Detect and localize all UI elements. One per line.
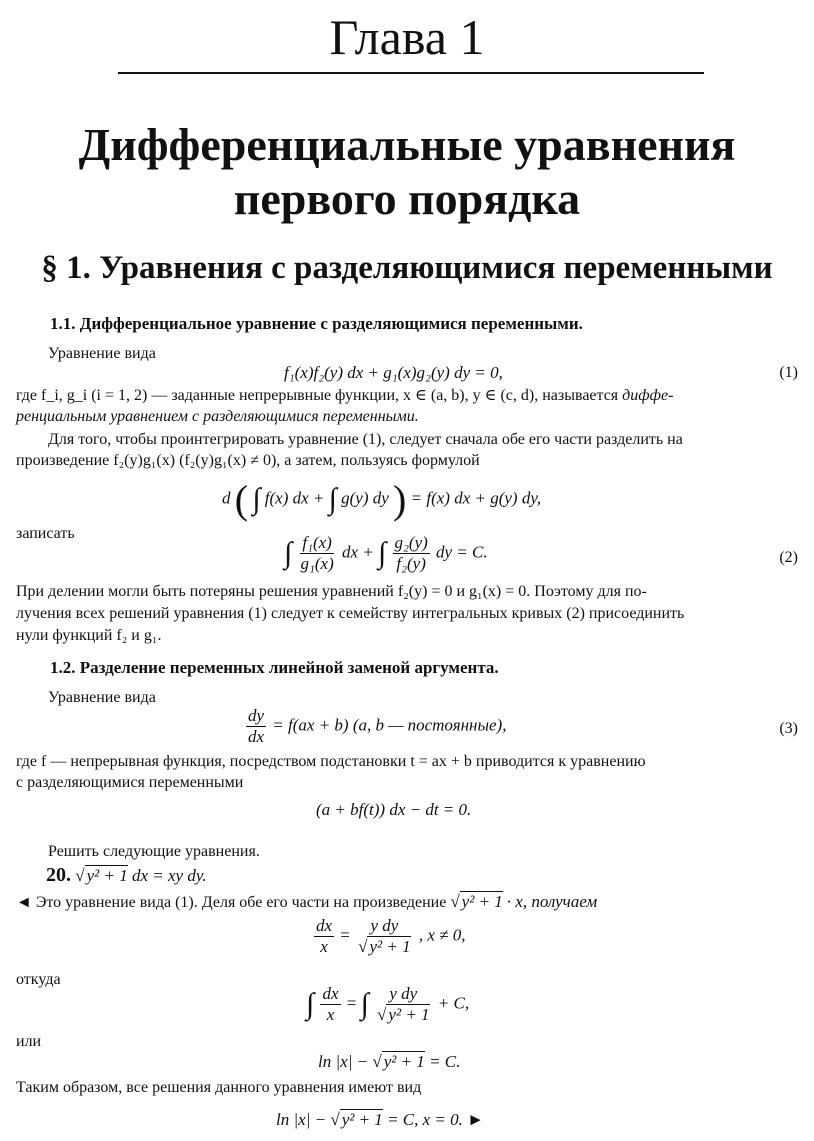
whence-label: откуда: [16, 971, 61, 988]
sqrt-icon: √: [450, 892, 460, 911]
chapter-title: Глава 1: [329, 9, 485, 65]
fraction-denominator: dx: [248, 727, 265, 746]
equation-4: (a + bf(t)) dx − dt = 0.: [316, 800, 472, 819]
paragraph-1-1-a-text: где f_i, g_i (i = 1, 2) — заданные непрерывные функции, x ∈ (a, b), y ∈ (c, d), называется: [16, 387, 619, 404]
equation-7: [318, 1052, 460, 1072]
right-paren-icon: ): [393, 477, 407, 522]
paragraph-1-1-c-line3: нули функций f₂ и g₁.: [16, 627, 162, 644]
subsection-1-2-intro: Уравнение вида: [48, 689, 156, 706]
equation-5: [312, 916, 466, 957]
equation-2-mid: dx +: [342, 542, 374, 562]
solution-line1-text: ◄ Это уравнение вида (1). Деля обе его части на произведение: [16, 894, 447, 911]
subsection-1-1-intro: Уравнение вида: [48, 345, 156, 362]
subsection-1-1-title: 1.1. Дифференциальное уравнение с разделяющимися переменными.: [50, 314, 583, 333]
fraction-denominator: [375, 1005, 431, 1025]
radicand: y² + 1: [383, 1052, 425, 1071]
fraction: [320, 984, 340, 1025]
equation-2-end: dy = C.: [436, 542, 488, 562]
chapter-heading-line2: первого порядка: [233, 173, 581, 224]
integral-icon: ∫: [360, 987, 369, 1021]
left-paren-icon: (: [234, 477, 249, 522]
equation-1: f₁(x)f₂(y) dx + g₁(x)g₂(y) dy = 0,: [284, 363, 503, 382]
radicand: y² + 1: [461, 892, 503, 911]
term-definition-start: диффе-: [622, 387, 674, 404]
radicand: y² + 1: [369, 937, 411, 956]
equation-8-rhs: = C, x = 0. ►: [387, 1110, 484, 1129]
equation-3-number: (3): [779, 720, 798, 737]
sqrt-icon: √: [358, 937, 368, 956]
fraction-numerator: f₁(x): [302, 533, 332, 552]
equation-7-lhs: ln |x| −: [318, 1052, 369, 1071]
equation-d-term1: f(x) dx +: [264, 488, 325, 508]
fraction-denominator: f₂(y): [396, 554, 426, 573]
fraction: [393, 533, 430, 574]
chapter-heading-line1: Дифференциальные уравнения: [78, 119, 736, 170]
fraction-numerator: dx: [316, 916, 333, 935]
radicand: y² + 1: [86, 866, 128, 885]
solution-line1: [16, 892, 597, 913]
fraction: [246, 706, 266, 747]
paragraph-1-1-a: [16, 386, 806, 406]
or-label: или: [16, 1033, 42, 1050]
integral-icon: ∫: [378, 536, 387, 570]
fraction-numerator: y dy: [389, 984, 418, 1003]
equation-8: [276, 1110, 484, 1130]
fraction: [298, 533, 335, 574]
paragraph-1-2-line2: с разделяющимися переменными: [16, 774, 244, 791]
integral-icon: ∫: [306, 987, 315, 1021]
chapter-divider: [118, 72, 704, 74]
fraction-denominator: [356, 937, 412, 957]
equation-8-lhs: ln |x| −: [276, 1110, 327, 1129]
fraction: [314, 916, 334, 957]
paragraph-1-1-b-line1: Для того, чтобы проинтегрировать уравнение (1), следует сначала обе его части разделить на: [48, 431, 683, 448]
section-title: § 1. Уравнения с разделяющимися переменными: [41, 250, 773, 286]
integral-icon: ∫: [252, 482, 261, 516]
paragraph-1-1-a-line2: ренциальным уравнением с разделяющимися переменными.: [16, 408, 419, 425]
equation-5-tail: , x ≠ 0,: [418, 925, 466, 945]
paragraph-1-1-c-line2: лучения всех решений уравнения (1) следует к семейству интегральных кривых (2) присоединить: [16, 605, 685, 622]
chapter-heading: [0, 118, 814, 226]
radicand: y² + 1: [388, 1005, 430, 1024]
sqrt-icon: √: [330, 1110, 340, 1129]
equation-d-rhs: = f(x) dx + g(y) dy,: [410, 488, 542, 508]
solution-line1-end: · x, получаем: [506, 892, 598, 911]
sqrt-icon: √: [372, 1052, 382, 1071]
write-label: записать: [16, 525, 75, 542]
problem-20-rest: dx = xy dy.: [131, 866, 207, 885]
problem-20: [46, 864, 207, 887]
problems-intro: Решить следующие уравнения.: [48, 843, 260, 860]
problem-number: 20.: [46, 864, 71, 886]
equation-6-tail: + C,: [437, 993, 470, 1013]
equation-d-symbol: d: [222, 488, 231, 508]
fraction-numerator: y dy: [370, 916, 399, 935]
equals-sign: =: [340, 925, 350, 945]
fraction-denominator: g₁(x): [300, 554, 334, 573]
equation-2: [284, 533, 488, 574]
equation-2-number: (2): [779, 549, 798, 566]
equation-3-rest: = f(ax + b) (a, b — постоянные),: [272, 715, 507, 735]
fraction-denominator: x: [326, 1005, 335, 1024]
fraction-numerator: dx: [322, 984, 339, 1003]
equals-sign: =: [346, 993, 357, 1013]
paragraph-1-1-b-line2: произведение f₂(y)g₁(x) (f₂(y)g₁(x) ≠ 0), а затем, пользуясь формулой: [16, 452, 480, 469]
equation-7-rhs: = C.: [429, 1052, 461, 1071]
paragraph-1-1-c-line1: При делении могли быть потеряны решения уравнений f₂(y) = 0 и g₁(x) = 0. Поэтому для по-: [16, 583, 647, 600]
conclusion: Таким образом, все решения данного уравнения имеют вид: [16, 1079, 422, 1096]
fraction-numerator: g₂(y): [394, 533, 428, 552]
equation-d-term2: g(y) dy: [341, 488, 389, 508]
equation-6: [306, 984, 469, 1025]
fraction: [356, 916, 412, 957]
paragraph-1-2-line1: где f — непрерывная функция, посредством подстановки t = ax + b приводится к уравнению: [16, 753, 646, 770]
sqrt-icon: √: [377, 1005, 387, 1024]
equation-differential-formula: [222, 476, 541, 523]
fraction-denominator: x: [320, 937, 328, 956]
radicand: y² + 1: [341, 1110, 383, 1129]
equation-1-number: (1): [779, 364, 798, 381]
subsection-1-2-title: 1.2. Разделение переменных линейной заменой аргумента.: [50, 658, 499, 677]
sqrt-icon: √: [75, 866, 85, 885]
integral-icon: ∫: [328, 482, 337, 516]
integral-icon: ∫: [284, 536, 293, 570]
equation-3: [244, 706, 506, 747]
fraction-numerator: dy: [248, 706, 265, 725]
fraction: [375, 984, 431, 1025]
